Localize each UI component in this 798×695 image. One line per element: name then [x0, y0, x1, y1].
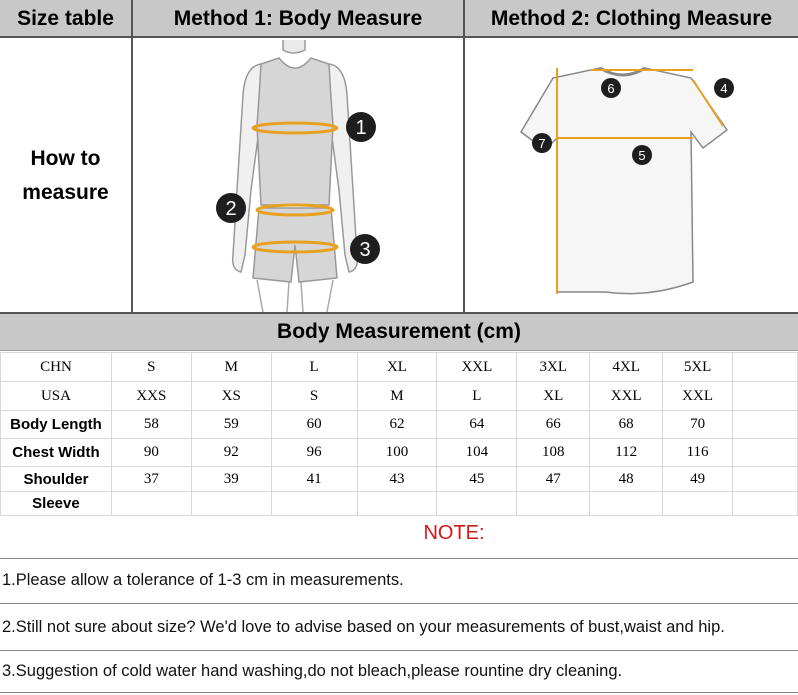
table-cell: 112 — [590, 439, 663, 467]
clothing-measure-illustration — [465, 40, 798, 312]
table-cell: 96 — [271, 439, 357, 467]
row-label: Chest Width — [1, 439, 112, 467]
table-cell: 62 — [357, 411, 437, 439]
table-cell: 60 — [271, 411, 357, 439]
note-divider — [0, 650, 798, 651]
table-cell: 90 — [111, 439, 191, 467]
marker-4 — [714, 78, 734, 98]
table-cell: 5XL — [663, 353, 733, 382]
table-cell: 66 — [517, 411, 590, 439]
table-cell: 39 — [191, 467, 271, 492]
table-cell — [271, 492, 357, 516]
method2-heading: Method 2: Clothing Measure — [490, 7, 773, 30]
table-cell — [191, 492, 271, 516]
table-cell: XXL — [437, 353, 517, 382]
table-cell: 68 — [590, 411, 663, 439]
table-cell-empty — [733, 353, 798, 382]
table-cell: 108 — [517, 439, 590, 467]
marker-7 — [532, 133, 552, 153]
table-row — [1, 382, 798, 411]
t-shirt-shape — [521, 68, 727, 294]
table-cell: 4XL — [590, 353, 663, 382]
note-divider — [0, 558, 798, 559]
table-cell: 100 — [357, 439, 437, 467]
table-cell: 37 — [111, 467, 191, 492]
row-label: Body Length — [1, 411, 112, 439]
table-cell-empty — [733, 492, 798, 516]
table-cell: 104 — [437, 439, 517, 467]
table-cell: 47 — [517, 467, 590, 492]
table-cell — [437, 492, 517, 516]
table-cell — [663, 492, 733, 516]
table-cell: 43 — [357, 467, 437, 492]
marker-5 — [632, 145, 652, 165]
table-cell: 45 — [437, 467, 517, 492]
table-row — [1, 492, 798, 516]
table-cell: 41 — [271, 467, 357, 492]
table-cell: XS — [191, 382, 271, 411]
table-cell: 116 — [663, 439, 733, 467]
table-cell — [111, 492, 191, 516]
table-cell: M — [191, 353, 271, 382]
table-cell: M — [357, 382, 437, 411]
svg-text:7: 7 — [538, 136, 546, 151]
row-label: USA — [1, 382, 112, 411]
svg-text:2: 2 — [225, 198, 237, 220]
table-cell-empty — [733, 411, 798, 439]
marker-2 — [216, 193, 246, 223]
measuring-guide — [0, 0, 798, 312]
svg-text:4: 4 — [720, 81, 728, 96]
table-cell: 59 — [191, 411, 271, 439]
row-label: Sleeve — [1, 492, 112, 516]
table-cell: 92 — [191, 439, 271, 467]
size-table — [0, 352, 798, 516]
table-row — [1, 411, 798, 439]
method1-heading: Method 1: Body Measure — [173, 7, 423, 30]
note-line-2: 2.Still not sure about size? We'd love to advise based on your measurements of bust,waist and hip. — [2, 618, 725, 636]
body-measure-illustration — [133, 40, 463, 312]
table-cell: S — [271, 382, 357, 411]
note-divider — [0, 692, 798, 693]
table-cell-empty — [733, 439, 798, 467]
table-cell — [590, 492, 663, 516]
guide-header — [0, 0, 798, 38]
table-row — [1, 439, 798, 467]
how-to-measure-label: How to measure — [22, 147, 109, 204]
svg-text:5: 5 — [638, 148, 646, 163]
svg-text:3: 3 — [359, 239, 371, 261]
table-cell: XL — [517, 382, 590, 411]
table-cell: 70 — [663, 411, 733, 439]
note-line-3: 3.Suggestion of cold water hand washing,do not bleach,please rountine dry cleaning. — [2, 662, 623, 680]
table-cell — [357, 492, 437, 516]
table-cell: L — [271, 353, 357, 382]
svg-text:6: 6 — [607, 81, 615, 96]
table-cell: 58 — [111, 411, 191, 439]
row-label: Shoulder — [1, 467, 112, 492]
note-divider — [0, 603, 798, 604]
table-cell: XXS — [111, 382, 191, 411]
marker-1 — [346, 112, 376, 142]
measurement-title: Body Measurement (cm) — [0, 312, 798, 351]
marker-6 — [601, 78, 621, 98]
svg-text:1: 1 — [355, 117, 367, 139]
note-title: NOTE: — [423, 522, 485, 544]
table-cell: L — [437, 382, 517, 411]
table-cell-empty — [733, 382, 798, 411]
table-cell-empty — [733, 467, 798, 492]
table-cell: 48 — [590, 467, 663, 492]
table-row — [1, 353, 798, 382]
row-label: CHN — [1, 353, 112, 382]
table-row — [1, 467, 798, 492]
table-cell: 64 — [437, 411, 517, 439]
note-line-1: 1.Please allow a tolerance of 1-3 cm in measurements. — [2, 571, 404, 589]
size-table-heading: Size table — [17, 7, 114, 30]
marker-3 — [350, 234, 380, 264]
table-cell: XL — [357, 353, 437, 382]
table-cell: XXL — [663, 382, 733, 411]
table-cell: 49 — [663, 467, 733, 492]
table-cell: 3XL — [517, 353, 590, 382]
table-cell: XXL — [590, 382, 663, 411]
table-cell: S — [111, 353, 191, 382]
table-cell — [517, 492, 590, 516]
